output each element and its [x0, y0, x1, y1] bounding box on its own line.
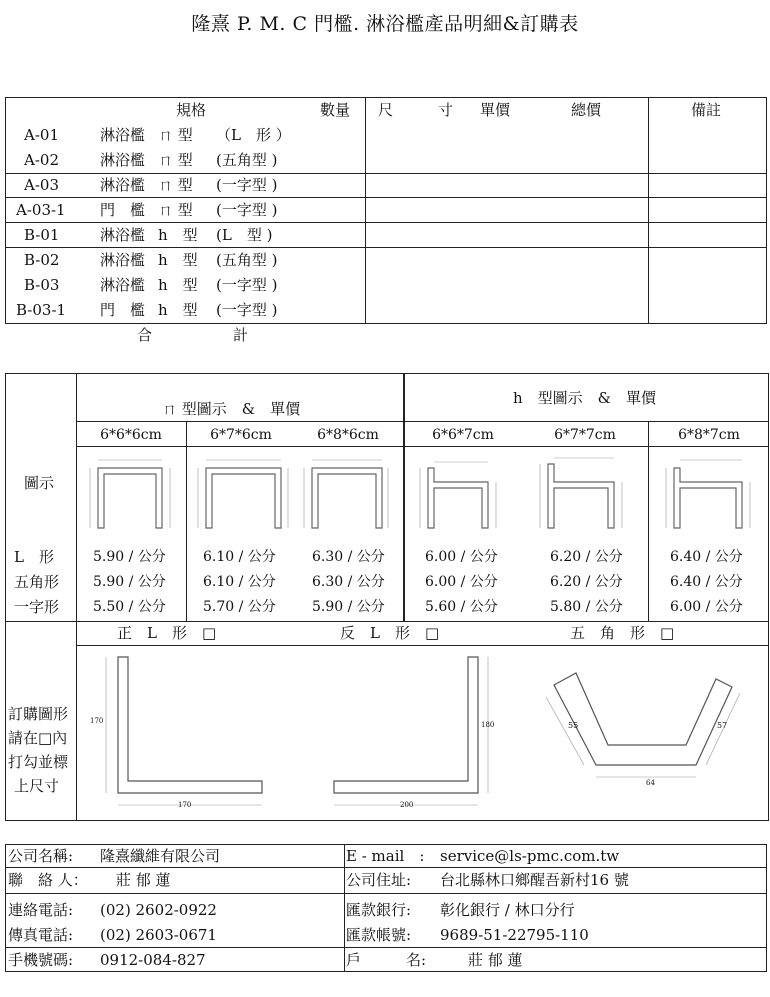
price-cell: 6.00 / 公分 — [425, 549, 498, 565]
page-title: 隆熹 P. M. C 門檻. 淋浴檻產品明細&訂購表 — [191, 13, 579, 35]
price-cell: 5.50 / 公分 — [93, 599, 166, 615]
row-line — [5, 621, 769, 622]
pi-profile-drawing — [206, 468, 281, 528]
row-line — [5, 222, 767, 223]
row-line — [5, 197, 767, 198]
price-cell: 5.70 / 公分 — [203, 599, 276, 615]
size-label: 6*7*6cm — [210, 427, 272, 443]
mobile-label: 手機號碼: — [8, 951, 74, 969]
company-name: 隆熹纖維有限公司 — [100, 847, 221, 865]
row-label: 一字形 — [14, 598, 60, 616]
normal-l-drawing — [118, 657, 262, 793]
product-code: B-02 — [24, 251, 60, 269]
product-code: B-03-1 — [16, 301, 67, 319]
dim-label: 180 — [481, 721, 495, 729]
row-line — [5, 173, 767, 174]
bank: 彰化銀行 / 林口分行 — [440, 901, 575, 919]
product-type: ㄇ 型 — [158, 176, 193, 194]
fax: (02) 2603-0671 — [100, 926, 217, 944]
price-cell: 5.80 / 公分 — [550, 599, 623, 615]
tel: (02) 2602-0922 — [100, 901, 217, 919]
product-name: 淋浴檻 — [100, 276, 146, 294]
product-type: ㄇ 型 — [158, 201, 193, 219]
product-code: B-03 — [24, 276, 60, 294]
product-shape: (五角型 ) — [216, 251, 278, 269]
product-shape: (一字型 ) — [216, 276, 278, 294]
spec-header: 規格 — [176, 101, 207, 119]
price-cell: 6.30 / 公分 — [312, 574, 385, 590]
size-label: 6*6*7cm — [432, 427, 494, 443]
pentagon-drawing — [554, 673, 732, 765]
tel-label: 連絡電話: — [8, 901, 74, 919]
product-type: h 型 — [158, 301, 198, 319]
dim-label: 57 — [717, 721, 728, 730]
row-line — [5, 893, 767, 894]
price-cell: 5.90 / 公分 — [312, 599, 385, 615]
option-pentagon[interactable]: 五 角 形 □ — [570, 624, 675, 642]
product-shape: （L 形 ） — [216, 126, 291, 144]
product-code: A-03 — [24, 176, 59, 194]
dim-label: 200 — [400, 801, 414, 809]
product-type: h 型 — [158, 226, 198, 244]
holder: 莊 郁 蓮 — [468, 951, 523, 969]
option-normal-l[interactable]: 正 L 形 □ — [117, 624, 217, 642]
account-label: 匯款帳號: — [346, 926, 412, 944]
unit-price-header: 單價 — [480, 101, 511, 119]
h-header: h 型圖示 & 單價 — [513, 389, 657, 407]
product-shape: (一字型 ) — [216, 176, 278, 194]
row-line — [5, 867, 767, 868]
product-type: h 型 — [158, 251, 198, 269]
price-cell: 6.00 / 公分 — [425, 574, 498, 590]
product-name: 淋浴檻 — [100, 126, 146, 144]
order-side-label: 打勾並標 — [8, 753, 69, 771]
order-side-label: 上尺寸 — [14, 777, 60, 795]
price-cell: 5.90 / 公分 — [93, 549, 166, 565]
profile-diagrams — [76, 446, 769, 546]
dim-label: 64 — [646, 779, 655, 787]
order-side-label: 請在□內 — [8, 729, 68, 747]
sum-label: 計 — [233, 326, 249, 344]
product-name: 門 檻 — [100, 201, 146, 219]
price-cell: 6.20 / 公分 — [550, 574, 623, 590]
address: 台北縣林口鄉醒吾新村16 號 — [440, 871, 629, 889]
total-header: 總價 — [571, 101, 602, 119]
row-line — [76, 421, 769, 422]
dim-label: 55 — [568, 721, 579, 730]
note-divider — [648, 97, 649, 324]
h-profile-drawing — [428, 468, 488, 528]
h-profile-drawing — [674, 468, 742, 528]
order-side-label: 訂購圖形 — [8, 705, 69, 723]
reverse-l-drawing — [334, 657, 478, 793]
price-cell: 6.40 / 公分 — [670, 549, 743, 565]
order-shapes — [76, 645, 769, 821]
product-name: 淋浴檻 — [100, 151, 146, 169]
product-name: 門 檻 — [100, 301, 146, 319]
h-profile-drawing — [548, 464, 614, 528]
mobile: 0912-084-827 — [100, 951, 206, 969]
col-line — [344, 844, 345, 972]
spec-divider — [365, 97, 366, 324]
contact-label: 聯 絡 人： — [8, 871, 88, 889]
fax-label: 傳真電話: — [8, 926, 74, 944]
product-type: h 型 — [158, 276, 198, 294]
email-link[interactable]: service@ls-pmc.com.tw — [440, 847, 620, 865]
row-line — [5, 947, 767, 948]
address-label: 公司住址: — [346, 871, 412, 889]
product-type: ㄇ 型 — [158, 126, 193, 144]
pi-header-text: ㄇ 型圖示 & 單價 — [162, 400, 301, 418]
dim-label: 170 — [90, 717, 104, 725]
size-label: 6*6*6cm — [100, 427, 162, 443]
size-header: 尺 寸 — [378, 101, 454, 119]
size-label: 6*7*7cm — [554, 427, 616, 443]
account: 9689-51-22795-110 — [440, 926, 589, 944]
price-cell: 6.10 / 公分 — [203, 574, 276, 590]
bank-label: 匯款銀行: — [346, 901, 412, 919]
product-shape: (五角型 ) — [216, 151, 278, 169]
price-cell: 6.30 / 公分 — [312, 549, 385, 565]
product-shape: (一字型 ) — [216, 201, 278, 219]
product-shape: (L 型 ) — [216, 226, 273, 244]
sum-label: 合 — [137, 326, 153, 344]
price-cell: 6.00 / 公分 — [670, 599, 743, 615]
pi-header — [162, 402, 300, 417]
note-header: 備註 — [691, 101, 722, 119]
price-cell: 6.20 / 公分 — [550, 549, 623, 565]
size-label: 6*8*7cm — [678, 427, 740, 443]
pi-profile-drawing — [312, 468, 382, 528]
size-label: 6*8*6cm — [317, 427, 379, 443]
dim-label: 170 — [178, 801, 192, 809]
price-cell: 5.60 / 公分 — [425, 599, 498, 615]
row-label: 五角形 — [14, 573, 60, 591]
product-name: 淋浴檻 — [100, 251, 146, 269]
product-code: B-01 — [24, 226, 60, 244]
product-code: A-03-1 — [16, 201, 66, 219]
product-name: 淋浴檻 — [100, 226, 146, 244]
price-cell: 6.10 / 公分 — [203, 549, 276, 565]
product-shape: (一字型 ) — [216, 301, 278, 319]
product-code: A-02 — [24, 151, 59, 169]
diagram-label: 圖示 — [24, 474, 55, 492]
contact-name: 莊 郁 蓮 — [116, 871, 171, 889]
company-name-label: 公司名稱: — [8, 847, 74, 865]
email-label: E - mail : — [346, 847, 425, 865]
price-cell: 5.90 / 公分 — [93, 574, 166, 590]
option-reverse-l[interactable]: 反 L 形 □ — [340, 624, 440, 642]
product-type: ㄇ 型 — [158, 151, 193, 169]
product-name: 淋浴檻 — [100, 176, 146, 194]
qty-header: 數量 — [320, 101, 351, 119]
pi-profile-drawing — [98, 468, 162, 528]
product-code: A-01 — [24, 126, 59, 144]
row-line — [5, 247, 767, 248]
holder-label: 戶 名: — [346, 951, 427, 969]
price-cell: 6.40 / 公分 — [670, 574, 743, 590]
row-label: L 形 — [14, 548, 54, 566]
